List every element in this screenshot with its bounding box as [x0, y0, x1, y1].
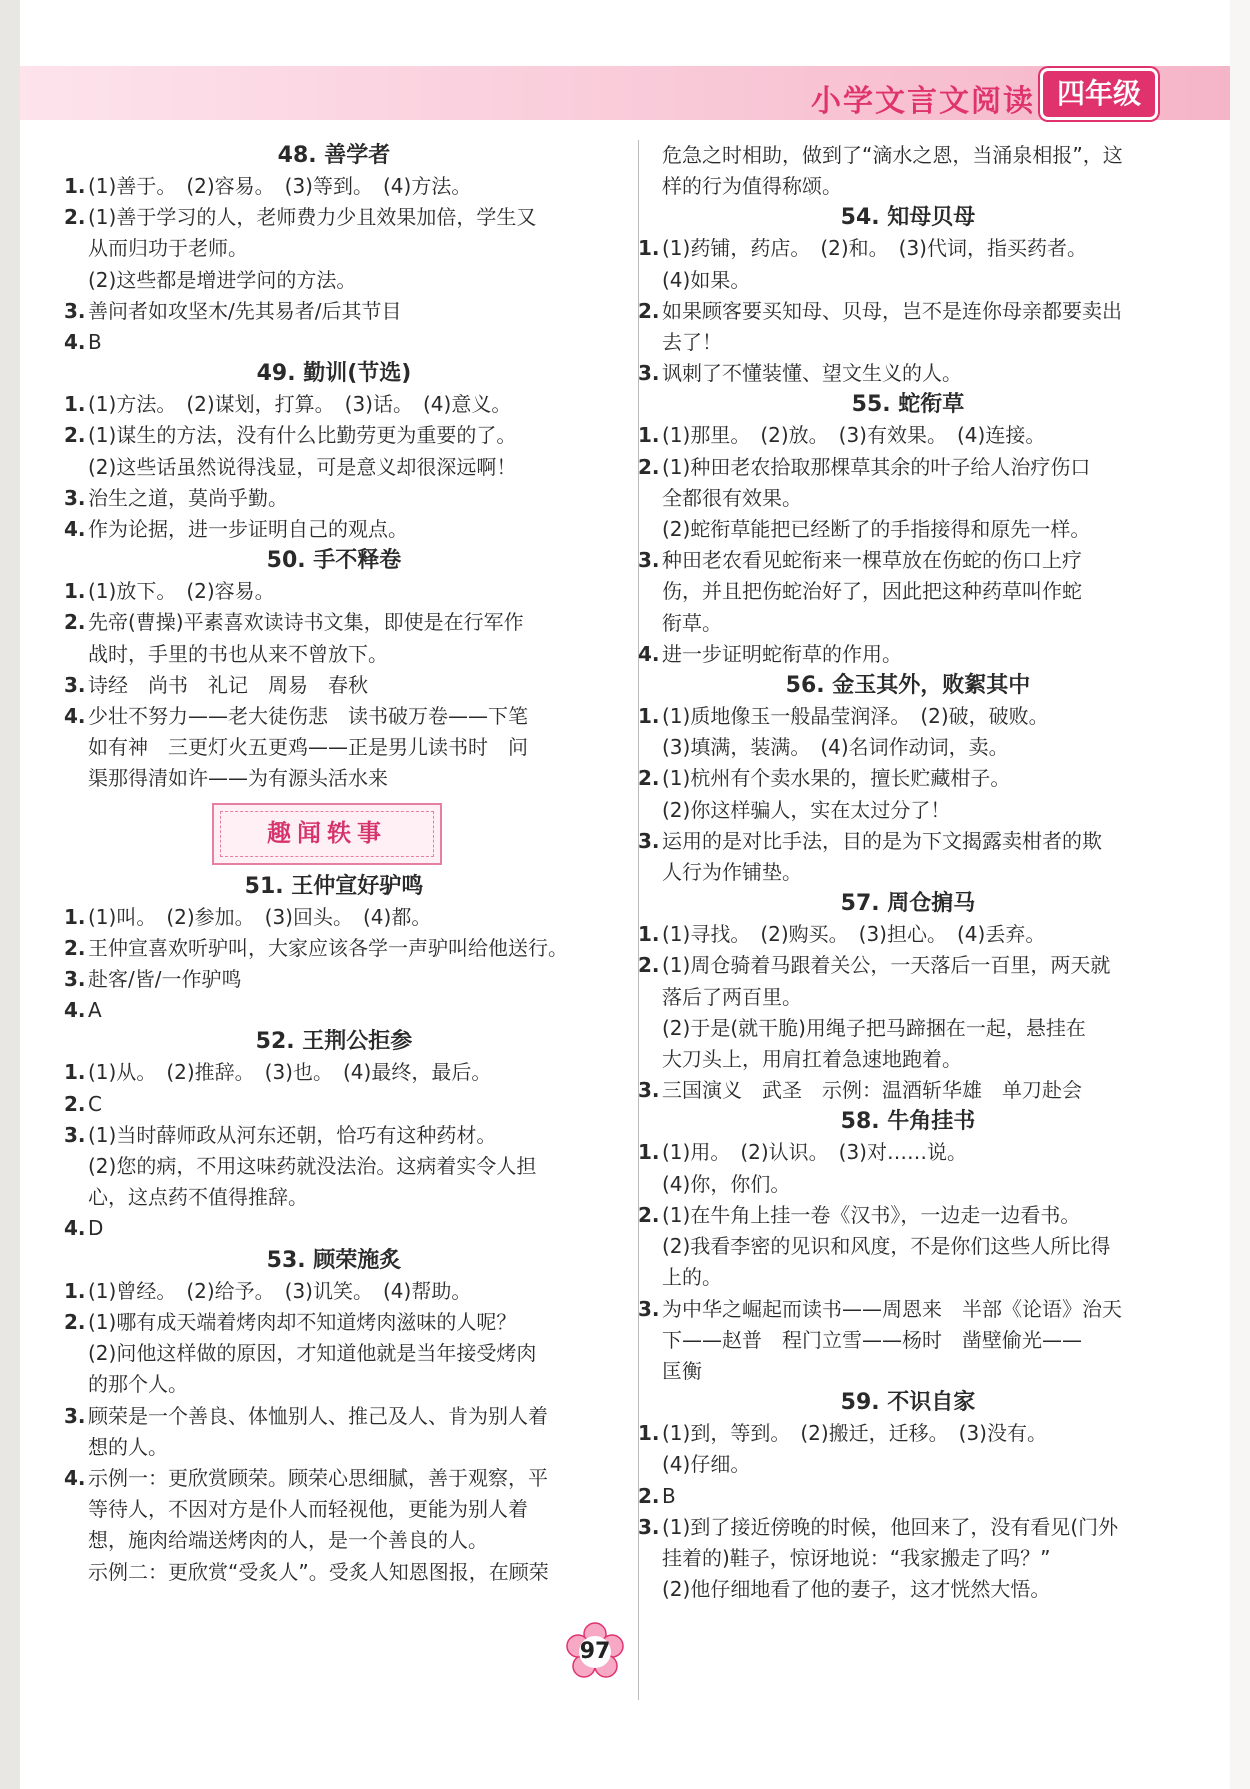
question-number: 4.: [64, 704, 86, 729]
answer-text: (1)杭州有个卖水果的，擅长贮藏柑子。: [662, 766, 1011, 791]
question-number: 2.: [638, 298, 660, 323]
answer-line: [64, 202, 604, 233]
header-banner: [20, 66, 1230, 120]
answer-text: (1)用。 (2)认识。 (3)对……说。: [662, 1140, 967, 1165]
answer-line: [64, 576, 604, 607]
answer-text: 治生之道，莫尚乎勤。: [88, 485, 288, 510]
question-number: 3.: [64, 298, 86, 323]
answer-text: 衔草。: [662, 610, 722, 635]
answer-text: B: [88, 330, 102, 355]
answer-continuation: [64, 1525, 604, 1556]
answer-line: [64, 327, 604, 358]
fun-section-label: 趣闻轶事: [220, 811, 434, 857]
question-number: 1.: [638, 1140, 660, 1165]
answer-continuation: [64, 763, 604, 794]
answer-line: [64, 514, 604, 545]
answer-line: [64, 964, 604, 995]
left-column: [64, 140, 604, 1588]
answer-text: (1)善于。 (2)容易。 (3)等到。 (4)方法。: [88, 174, 472, 198]
grade-badge: 四年级: [1040, 68, 1158, 120]
answer-text: (1)当时薛师政从河东还朝，恰巧有这种药材。: [88, 1122, 497, 1147]
answer-text: 先帝(曹操)平素喜欢读诗书文集，即使是在行军作: [88, 610, 524, 635]
section-title: 58. 牛角挂书: [840, 1109, 976, 1135]
answer-continuation: [638, 327, 1178, 358]
answer-continuation: [638, 857, 1178, 888]
question-number: 3.: [638, 828, 660, 853]
answer-text: 诗经 尚书 礼记 周易 春秋: [88, 672, 368, 697]
answer-text: (1)种田老农拾取那棵草其余的叶子给人治疗伤口: [662, 454, 1091, 479]
answer-line: [638, 233, 1178, 264]
answer-text: 运用的是对比手法，目的是为下文揭露卖柑者的欺: [662, 828, 1102, 853]
answer-text: (2)于是(就干脆)用绳子把马蹄捆在一起，悬挂在: [662, 1015, 1086, 1040]
answer-text: 如有神 三更灯火五更鸡——正是男儿读书时 问: [88, 735, 528, 760]
answer-text: 下——赵普 程门立雪——杨时 凿壁偷光——: [662, 1327, 1082, 1352]
question-number: 1.: [638, 922, 660, 947]
answer-line: [638, 420, 1178, 451]
section-title: 59. 不识自家: [840, 1390, 976, 1416]
answer-text: 伤，并且把伤蛇治好了，因此把这种药草叫作蛇: [662, 579, 1082, 604]
answer-text: 三国演义 武圣 示例：温酒斩华雄 单刀赴会: [662, 1078, 1082, 1103]
answer-text: (1)到，等到。 (2)搬迁，迁移。 (3)没有。: [662, 1421, 1047, 1446]
answer-continuation: [64, 1494, 604, 1525]
answer-text: 危急之时相助，做到了“滴水之恩，当涌泉相报”，这: [662, 143, 1123, 167]
answer-continuation: [638, 1262, 1178, 1293]
section-title: 52. 王荆公拒参: [255, 1029, 413, 1055]
question-number: 2.: [64, 205, 86, 230]
answer-text: (1)善于学习的人，老师费力少且效果加倍，学生又: [88, 205, 537, 230]
question-number: 2.: [64, 1309, 86, 1334]
answer-text: 挂着的)鞋子，惊讶地说：“我家搬走了吗？”: [662, 1545, 1051, 1570]
question-number: 4.: [64, 517, 86, 542]
answer-line: [638, 545, 1178, 576]
answer-line: [64, 1057, 604, 1088]
answer-text: (1)放下。 (2)容易。: [88, 579, 275, 604]
answer-continuation: [64, 1557, 604, 1588]
answer-text: 渠那得清如许——为有源头活水来: [88, 766, 388, 791]
answer-text: B: [662, 1483, 676, 1508]
fun-section-banner: [212, 803, 442, 865]
section-title: 55. 蛇衔草: [851, 392, 965, 418]
question-number: 3.: [638, 548, 660, 573]
section-title: 48. 善学者: [277, 143, 391, 168]
answer-line: [64, 933, 604, 964]
answer-text: (2)他仔细地看了他的妻子，这才恍然大悟。: [662, 1577, 1051, 1602]
question-number: 4.: [64, 998, 86, 1023]
page-edge-shadow: [0, 0, 20, 1789]
section-title: 49. 勤训(节选): [256, 361, 412, 387]
answer-line: [64, 1463, 604, 1494]
answer-line: [638, 1200, 1178, 1231]
question-number: 2.: [638, 1202, 660, 1227]
answer-continuation: [638, 1325, 1178, 1356]
question-number: 3.: [638, 1078, 660, 1103]
answer-line: [638, 1294, 1178, 1325]
answer-line: [638, 639, 1178, 670]
question-number: 3.: [638, 361, 660, 386]
question-number: 1.: [64, 174, 86, 198]
question-number: 1.: [64, 1060, 86, 1085]
answer-line: [64, 1276, 604, 1307]
answer-text: 善问者如攻坚木/先其易者/后其节目: [88, 298, 402, 323]
answer-text: 想的人。: [88, 1434, 168, 1459]
question-number: 1.: [638, 423, 660, 448]
answer-line: [638, 950, 1178, 981]
answer-text: 作为论据，进一步证明自己的观点。: [88, 517, 408, 542]
answer-line: [64, 296, 604, 327]
question-number: 1.: [64, 1278, 86, 1303]
answer-line: [64, 389, 604, 420]
answer-continuation: [638, 1543, 1178, 1574]
answer-continuation: [638, 1356, 1178, 1387]
answer-text: (1)到了接近傍晚的时候，他回来了，没有看见(门外: [662, 1514, 1119, 1539]
answer-line: [64, 1089, 604, 1120]
answer-continuation: [638, 982, 1178, 1013]
question-number: 1.: [64, 579, 86, 604]
answer-text: (1)那里。 (2)放。 (3)有效果。 (4)连接。: [662, 423, 1046, 448]
question-number: 3.: [638, 1296, 660, 1321]
answer-text: 大刀头上，用肩扛着急速地跑着。: [662, 1047, 962, 1072]
question-number: 3.: [64, 967, 86, 992]
answer-continuation: [64, 1151, 604, 1182]
answer-text: 的那个人。: [88, 1372, 188, 1397]
answer-line: [64, 171, 604, 202]
question-number: 1.: [638, 236, 660, 261]
answer-line: [638, 1481, 1178, 1512]
answer-continuation: [64, 732, 604, 763]
answer-text: (2)蛇衔草能把已经断了的手指接得和原先一样。: [662, 517, 1091, 542]
answer-text: (2)这些话虽然说得浅显，可是意义却很深远啊！: [88, 454, 517, 479]
answer-continuation: [64, 1338, 604, 1369]
answer-text: 去了！: [662, 330, 722, 355]
answer-line: [64, 1120, 604, 1151]
answer-line: [638, 1512, 1178, 1543]
answer-continuation: [638, 1044, 1178, 1075]
answer-line: [64, 701, 604, 732]
answer-line: [64, 483, 604, 514]
answer-text: A: [88, 998, 102, 1023]
question-number: 2.: [64, 935, 86, 960]
answer-text: 示例一：更欣赏顾荣。顾荣心思细腻，善于观察，平: [88, 1465, 548, 1490]
answer-text: 人行为作铺垫。: [662, 860, 802, 885]
answer-text: (1)谋生的方法，没有什么比勤劳更为重要的了。: [88, 423, 517, 448]
answer-text: 想，施肉给端送烤肉的人，是一个善良的人。: [88, 1528, 488, 1553]
answer-line: [64, 1307, 604, 1338]
answer-continuation: [64, 1182, 604, 1213]
answer-line: [638, 701, 1178, 732]
answer-text: 心，这点药不值得推辞。: [88, 1185, 308, 1210]
question-number: 3.: [638, 1514, 660, 1539]
answer-text: (1)叫。 (2)参加。 (3)回头。 (4)都。: [88, 904, 432, 929]
section-title: 53. 顾荣施炙: [266, 1247, 402, 1273]
answer-text: 全都很有效果。: [662, 485, 802, 510]
answer-text: (3)填满，装满。 (4)名词作动词，卖。: [662, 735, 1009, 760]
answer-text: 从而归功于老师。: [88, 236, 248, 261]
question-number: 4.: [64, 1216, 86, 1241]
question-number: 2.: [638, 454, 660, 479]
answer-text: (4)如果。: [662, 267, 751, 292]
answer-continuation: [638, 608, 1178, 639]
question-number: 3.: [64, 672, 86, 697]
answer-text: (2)我看李密的见识和风度，不是你们这些人所比得: [662, 1234, 1111, 1259]
answer-text: 王仲宣喜欢听驴叫，大家应该各学一声驴叫给他送行。: [88, 935, 568, 960]
question-number: 2.: [638, 953, 660, 978]
answer-line: [638, 919, 1178, 950]
question-number: 1.: [64, 904, 86, 929]
answer-continuation: [638, 576, 1178, 607]
answer-continuation: [638, 514, 1178, 545]
question-number: 2.: [638, 766, 660, 791]
answer-continuation: [64, 1432, 604, 1463]
answer-line: [638, 1137, 1178, 1168]
section-title: 51. 王仲宣好驴鸣: [244, 873, 424, 899]
answer-line: [638, 296, 1178, 327]
answer-text: (2)你这样骗人，实在太过分了！: [662, 797, 951, 822]
question-number: 1.: [64, 392, 86, 417]
answer-continuation: [638, 265, 1178, 296]
section-title: 54. 知母贝母: [840, 205, 976, 231]
answer-text: 讽刺了不懂装懂、望文生义的人。: [662, 361, 962, 386]
question-number: 1.: [638, 1421, 660, 1446]
question-number: 1.: [638, 704, 660, 729]
answer-continuation: [638, 1169, 1178, 1200]
answer-text: 战时，手里的书也从来不曾放下。: [88, 641, 388, 666]
section-title: 56. 金玉其外，败絮其中: [785, 673, 1031, 699]
answer-text: (2)这些都是增进学问的方法。: [88, 267, 357, 292]
question-number: 2.: [638, 1483, 660, 1508]
answer-text: (1)周仓骑着马跟着关公，一天落后一百里，两天就: [662, 953, 1111, 978]
answer-line: [638, 1418, 1178, 1449]
section-title: 50. 手不释卷: [266, 548, 402, 574]
answer-text: (1)质地像玉一般晶莹润泽。 (2)破，破败。: [662, 704, 1049, 729]
answer-line: [64, 1401, 604, 1432]
answer-text: (1)药铺，药店。 (2)和。 (3)代词，指买药者。: [662, 236, 1087, 261]
answer-text: (4)仔细。: [662, 1452, 751, 1477]
answer-continuation: [64, 639, 604, 670]
answer-continuation: [638, 1449, 1178, 1480]
page-number: 97: [565, 1622, 625, 1682]
question-number: 4.: [64, 1465, 86, 1490]
right-column: [638, 140, 1178, 1605]
answer-continuation: [638, 1231, 1178, 1262]
answer-text: 示例二：更欣赏“受炙人”。受炙人知恩图报，在顾荣: [88, 1559, 549, 1584]
answer-line: [64, 670, 604, 701]
answer-text: (2)问他这样做的原因，才知道他就是当年接受烤肉: [88, 1341, 537, 1366]
answer-text: 为中华之崛起而读书——周恩来 半部《论语》治天: [662, 1296, 1122, 1321]
answer-text: 种田老农看见蛇衔来一棵草放在伤蛇的伤口上疗: [662, 548, 1082, 573]
question-number: 2.: [64, 610, 86, 635]
answer-text: 顾荣是一个善良、体恤别人、推己及人、肯为别人着: [88, 1403, 548, 1428]
answer-continuation: [64, 452, 604, 483]
answer-continuation: [638, 483, 1178, 514]
question-number: 3.: [64, 1122, 86, 1147]
answer-text: (1)寻找。 (2)购买。 (3)担心。 (4)丢弃。: [662, 922, 1046, 947]
answer-text: 赴客/皆/一作驴鸣: [88, 967, 242, 992]
answer-text: D: [88, 1216, 104, 1241]
answer-line: [64, 607, 604, 638]
answer-continuation: [64, 265, 604, 296]
answer-continuation: [638, 171, 1178, 202]
answer-line: [638, 452, 1178, 483]
answer-continuation: [638, 1013, 1178, 1044]
answer-line: [64, 902, 604, 933]
answer-continuation: [64, 233, 604, 264]
answer-line: [638, 358, 1178, 389]
answer-text: (1)在牛角上挂一卷《汉书》，一边走一边看书。: [662, 1202, 1081, 1227]
answer-text: (1)从。 (2)推辞。 (3)也。 (4)最终，最后。: [88, 1060, 492, 1085]
answer-text: 上的。: [662, 1265, 722, 1290]
answer-text: (1)曾经。 (2)给予。 (3)讥笑。 (4)帮助。: [88, 1278, 472, 1303]
answer-continuation: [64, 1369, 604, 1400]
answer-continuation: [638, 732, 1178, 763]
answer-text: 落后了两百里。: [662, 984, 802, 1009]
answer-text: 如果顾客要买知母、贝母，岂不是连你母亲都要卖出: [662, 298, 1122, 323]
answer-text: (1)哪有成天端着烤肉却不知道烤肉滋味的人呢？: [88, 1309, 517, 1334]
answer-text: 匡衡: [662, 1358, 702, 1383]
answer-text: (1)方法。 (2)谋划，打算。 (3)话。 (4)意义。: [88, 392, 512, 417]
question-number: 4.: [638, 641, 660, 666]
answer-text: C: [88, 1091, 102, 1116]
answer-line: [638, 826, 1178, 857]
answer-line: [638, 763, 1178, 794]
question-number: 3.: [64, 485, 86, 510]
answer-text: (2)您的病，不用这味药就没法治。这病着实令人担: [88, 1154, 537, 1179]
answer-continuation: [638, 1574, 1178, 1605]
question-number: 3.: [64, 1403, 86, 1428]
answer-text: 样的行为值得称颂。: [662, 174, 842, 199]
answer-text: (4)你，你们。: [662, 1171, 791, 1196]
answer-continuation: [638, 795, 1178, 826]
answer-continuation: [638, 140, 1178, 171]
answer-line: [64, 1213, 604, 1244]
answer-text: 等待人，不因对方是仆人而轻视他，更能为别人着: [88, 1497, 528, 1522]
section-title: 57. 周仓掮马: [840, 891, 976, 917]
book-title: 小学文言文阅读: [811, 84, 1035, 119]
question-number: 2.: [64, 1091, 86, 1116]
question-number: 2.: [64, 423, 86, 448]
answer-line: [64, 420, 604, 451]
answer-text: 进一步证明蛇衔草的作用。: [662, 641, 902, 666]
answer-line: [638, 1075, 1178, 1106]
answer-line: [64, 995, 604, 1026]
answer-text: 少壮不努力——老大徒伤悲 读书破万卷——下笔: [88, 704, 528, 729]
question-number: 4.: [64, 330, 86, 355]
